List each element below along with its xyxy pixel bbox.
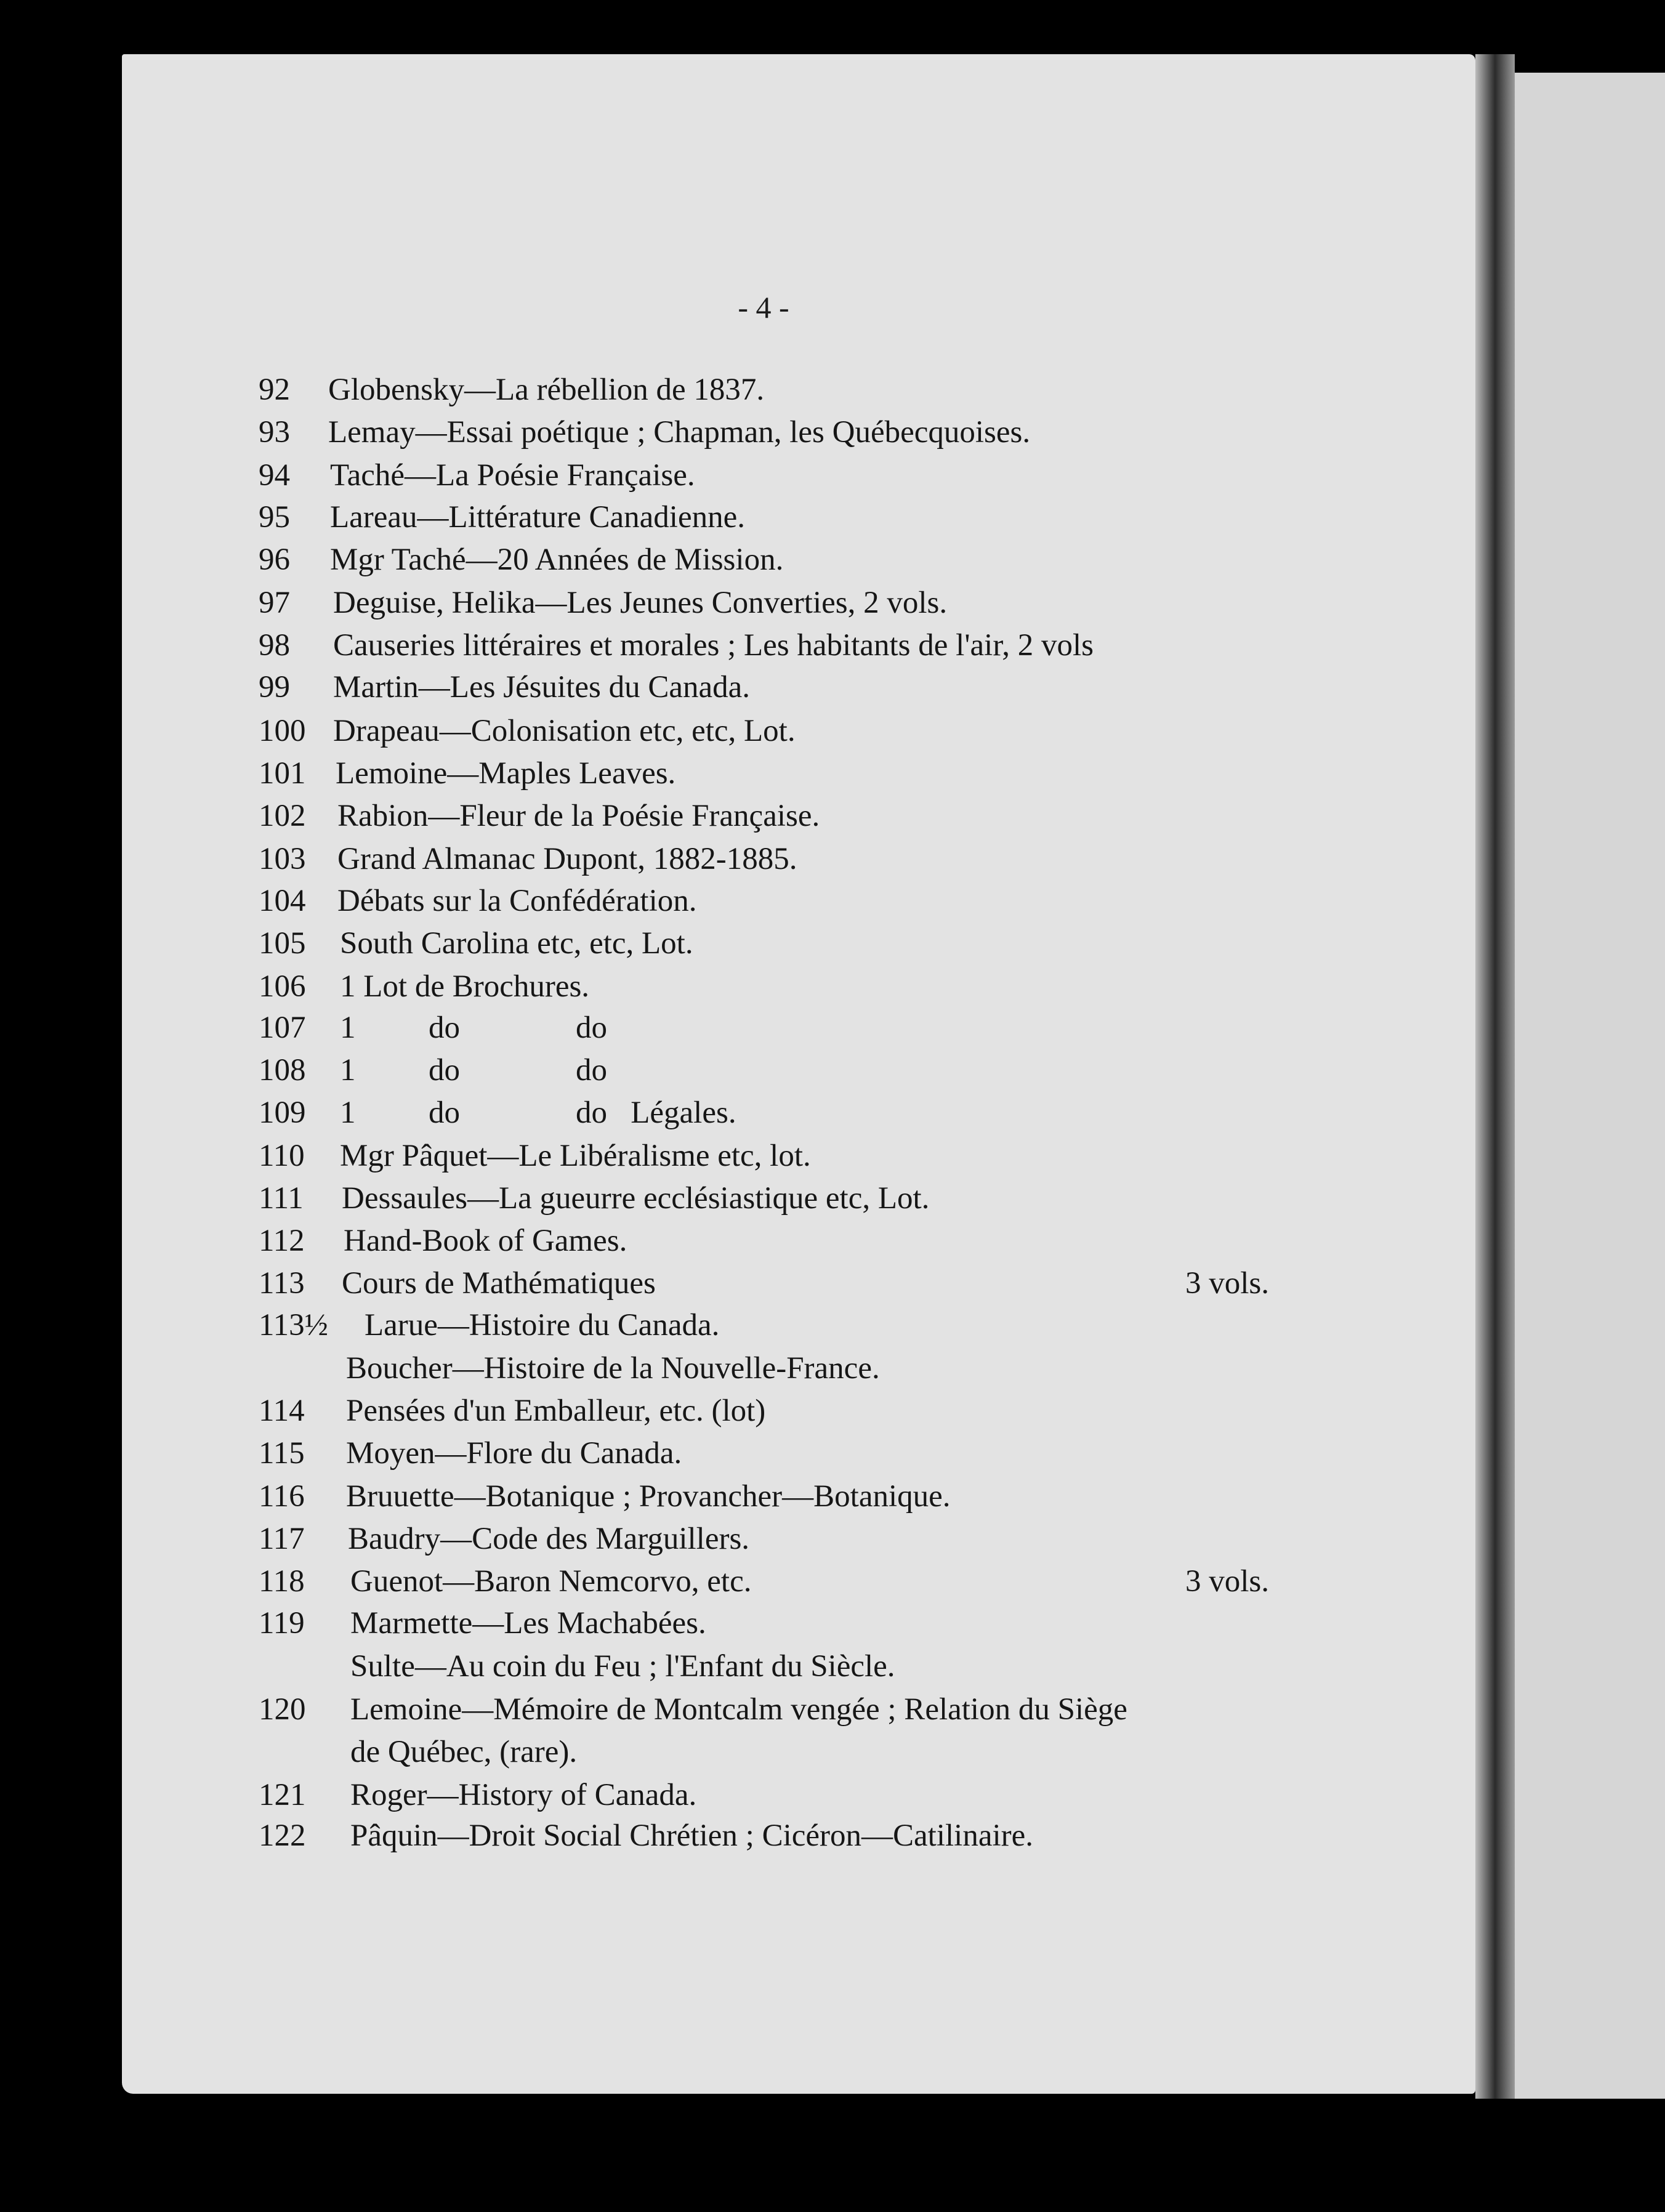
lot-title: Martin—Les Jésuites du Canada. [333, 670, 751, 704]
lot-title: Roger—History of Canada. [350, 1778, 697, 1812]
lot-number: 104 [259, 884, 306, 918]
catalogue-entry [0, 965, 1665, 1008]
lot-title: Drapeau—Colonisation etc, etc, Lot. [333, 714, 796, 748]
lot-number: 96 [259, 543, 290, 577]
catalogue-entry [0, 1517, 1665, 1560]
lot-number: 95 [259, 500, 290, 535]
catalogue-entry [0, 1730, 1665, 1774]
catalogue-entry [0, 496, 1665, 539]
catalogue-entry [0, 624, 1665, 667]
lot-title: Débats sur la Confédération. [337, 884, 697, 918]
lot-title: Hand-Book of Games. [344, 1224, 627, 1258]
catalogue-entry [0, 1049, 1665, 1092]
catalogue-entry [0, 838, 1665, 881]
lot-title: Pâquin—Droit Social Chrétien ; Cicéron—Catilinaire. [350, 1818, 1034, 1853]
lot-title: Cours de Mathématiques [342, 1266, 656, 1301]
catalogue-entry [0, 1006, 1665, 1049]
lot-number: 92 [259, 373, 290, 407]
lot-title: Lemoine—Mémoire de Montcalm vengée ; Relation du Siège [350, 1692, 1127, 1727]
catalogue-entry [0, 794, 1665, 838]
catalogue-entry [0, 709, 1665, 753]
lot-title: Rabion—Fleur de la Poésie Française. [337, 799, 820, 833]
lot-title: Moyen—Flore du Canada. [346, 1436, 682, 1471]
catalogue-entry [0, 1645, 1665, 1688]
lot-number: 121 [259, 1778, 306, 1812]
ditto-mark: do [576, 1011, 607, 1045]
catalogue-entry [0, 1091, 1665, 1134]
catalogue-entry [0, 1134, 1665, 1177]
catalogue-entry [0, 1219, 1665, 1262]
ditto-mark: do [429, 1011, 460, 1045]
lot-number: 103 [259, 842, 306, 876]
catalogue-entry [0, 1814, 1665, 1857]
lot-title: Baudry—Code des Marguillers. [348, 1522, 750, 1556]
page-number: - 4 - [738, 290, 789, 325]
lot-title: Larue—Histoire du Canada. [365, 1308, 720, 1342]
lot-title: Marmette—Les Machabées. [350, 1606, 706, 1641]
catalogue-entry [0, 1688, 1665, 1731]
lot-number: 94 [259, 458, 290, 493]
lot-title: Pensées d'un Emballeur, etc. (lot) [346, 1394, 766, 1428]
catalogue-entry [0, 1475, 1665, 1518]
lot-number: 114 [259, 1394, 305, 1428]
lot-title: Sulte—Au coin du Feu ; l'Enfant du Siècle. [350, 1649, 895, 1684]
lot-number: 101 [259, 756, 306, 791]
lot-number: 120 [259, 1692, 306, 1727]
lot-title: 1 [340, 1011, 356, 1045]
lot-number: 107 [259, 1011, 306, 1045]
lot-title: Taché—La Poésie Française. [330, 458, 695, 493]
lot-number: 119 [259, 1606, 305, 1641]
lot-number: 93 [259, 415, 290, 450]
lot-title: Mgr Pâquet—Le Libéralisme etc, lot. [340, 1139, 811, 1173]
catalogue-entry [0, 1262, 1665, 1305]
catalogue-entry [0, 1389, 1665, 1432]
lot-number: 102 [259, 799, 306, 833]
lot-number: 111 [259, 1181, 304, 1216]
lot-title: 1 [340, 1096, 356, 1130]
lot-number: 105 [259, 926, 306, 961]
lot-title: Globensky—La rébellion de 1837. [328, 373, 765, 407]
lot-number: 117 [259, 1522, 305, 1556]
catalogue-entry [0, 1602, 1665, 1645]
lot-number: 98 [259, 628, 290, 663]
lot-title: Boucher—Histoire de la Nouvelle-France. [346, 1351, 880, 1386]
lot-title: Lemay—Essai poétique ; Chapman, les Québecquoises. [328, 415, 1031, 450]
catalogue-entry [0, 922, 1665, 965]
lot-number: 116 [259, 1479, 305, 1514]
lot-title: Dessaules—La gueurre ecclésiastique etc, Lot. [342, 1181, 930, 1216]
lot-title: 1 [340, 1053, 356, 1088]
lot-number: 106 [259, 969, 306, 1004]
lot-number: 118 [259, 1564, 305, 1599]
catalogue-entry [0, 454, 1665, 497]
catalogue-entry [0, 1432, 1665, 1475]
lot-title: Mgr Taché—20 Années de Mission. [330, 543, 784, 577]
lot-number: 122 [259, 1818, 306, 1853]
ditto-mark: do [576, 1053, 607, 1088]
catalogue-entry [0, 1774, 1665, 1817]
catalogue-entry [0, 1347, 1665, 1390]
lot-number: 113½ [259, 1308, 328, 1342]
ditto-mark: do [429, 1053, 460, 1088]
catalogue-entry [0, 1560, 1665, 1603]
lot-title: Causeries littéraires et morales ; Les habitants de l'air, 2 vols [333, 628, 1094, 663]
catalogue-entry [0, 411, 1665, 454]
catalogue-entry [0, 368, 1665, 411]
lot-title: Bruuette—Botanique ; Provancher—Botanique. [346, 1479, 951, 1514]
lot-title: 1 Lot de Brochures. [340, 969, 590, 1004]
catalogue-entry [0, 879, 1665, 922]
lot-number: 113 [259, 1266, 305, 1301]
lot-number: 100 [259, 714, 306, 748]
lot-number: 109 [259, 1096, 306, 1130]
catalogue-entry [0, 538, 1665, 581]
lot-title: Guenot—Baron Nemcorvo, etc. [350, 1564, 752, 1599]
ditto-mark: do Légales. [576, 1096, 736, 1130]
lot-title: Lareau—Littérature Canadienne. [330, 500, 745, 535]
catalogue-entry [0, 666, 1665, 709]
lot-number: 97 [259, 586, 290, 620]
lot-title: Lemoine—Maples Leaves. [336, 756, 676, 791]
lot-title: Grand Almanac Dupont, 1882-1885. [337, 842, 797, 876]
lot-title: de Québec, (rare). [350, 1735, 578, 1769]
volume-count: 3 vols. [1185, 1564, 1270, 1599]
ditto-mark: do [429, 1096, 460, 1130]
catalogue-entry [0, 581, 1665, 624]
volume-count: 3 vols. [1185, 1266, 1270, 1301]
lot-number: 112 [259, 1224, 305, 1258]
lot-number: 99 [259, 670, 290, 704]
catalogue-entry [0, 1177, 1665, 1220]
lot-title: South Carolina etc, etc, Lot. [340, 926, 693, 961]
lot-number: 110 [259, 1139, 305, 1173]
lot-number: 108 [259, 1053, 306, 1088]
catalogue-entry [0, 1304, 1665, 1347]
catalogue-entry [0, 752, 1665, 795]
lot-number: 115 [259, 1436, 305, 1471]
lot-title: Deguise, Helika—Les Jeunes Converties, 2 vols. [333, 586, 948, 620]
